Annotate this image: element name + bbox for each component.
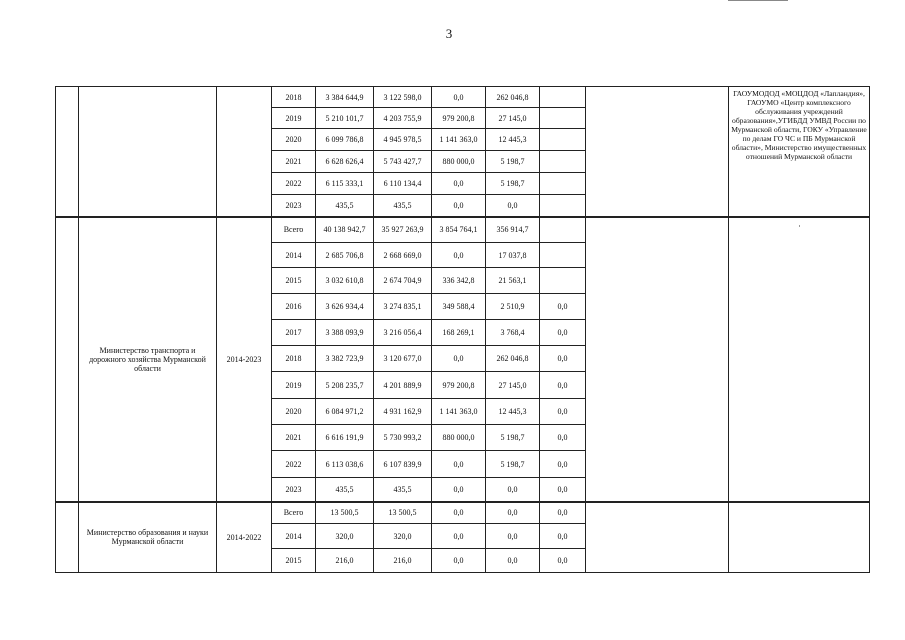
- total-cell: 6 099 786,8: [316, 129, 374, 151]
- extra-budget-cell: 0,0: [540, 320, 586, 346]
- total-cell: 3 382 723,9: [316, 346, 374, 372]
- indicator-cell: [586, 217, 729, 502]
- regional-budget-cell: 5 730 993,2: [374, 425, 432, 451]
- budget-table: [55, 86, 870, 573]
- year-cell: Всего: [272, 217, 316, 243]
- regional-budget-cell: 4 201 889,9: [374, 372, 432, 399]
- page-number: 3: [445, 26, 453, 41]
- extra-budget-cell: [540, 129, 586, 151]
- organization-cell: Министерство транспорта и дорожного хозяйства Мурманской области: [79, 217, 217, 502]
- organization-cell: Министерство образования и науки Мурманской области: [79, 502, 217, 573]
- local-budget-cell: 5 198,7: [486, 151, 540, 173]
- table-row: [56, 217, 870, 243]
- regional-budget-cell: 320,0: [374, 524, 432, 549]
- indicator-cell: [586, 502, 729, 573]
- federal-budget-cell: 880 000,0: [432, 151, 486, 173]
- federal-budget-cell: 168 269,1: [432, 320, 486, 346]
- index-cell: [56, 217, 79, 502]
- extra-budget-cell: 0,0: [540, 549, 586, 573]
- federal-budget-cell: 349 588,4: [432, 294, 486, 320]
- regional-budget-cell: 4 203 755,9: [374, 108, 432, 129]
- federal-budget-cell: 1 141 363,0: [432, 399, 486, 425]
- federal-budget-cell: 1 141 363,0: [432, 129, 486, 151]
- regional-budget-cell: 3 122 598,0: [374, 87, 432, 108]
- year-cell: 2019: [272, 372, 316, 399]
- extra-budget-cell: [540, 173, 586, 195]
- year-cell: 2023: [272, 478, 316, 502]
- total-cell: 3 032 610,8: [316, 268, 374, 294]
- local-budget-cell: 12 445,3: [486, 129, 540, 151]
- federal-budget-cell: 0,0: [432, 502, 486, 524]
- extra-budget-cell: 0,0: [540, 346, 586, 372]
- federal-budget-cell: 336 342,8: [432, 268, 486, 294]
- total-cell: 320,0: [316, 524, 374, 549]
- regional-budget-cell: 5 743 427,7: [374, 151, 432, 173]
- extra-budget-cell: 0,0: [540, 425, 586, 451]
- extra-budget-cell: 0,0: [540, 399, 586, 425]
- total-cell: 40 138 942,7: [316, 217, 374, 243]
- regional-budget-cell: 6 110 134,4: [374, 173, 432, 195]
- total-cell: 6 113 038,6: [316, 451, 374, 478]
- extra-budget-cell: [540, 243, 586, 268]
- year-cell: 2014: [272, 524, 316, 549]
- indicator-cell: [586, 87, 729, 217]
- organization-cell: [79, 87, 217, 217]
- local-budget-cell: 262 046,8: [486, 87, 540, 108]
- extra-budget-cell: 0,0: [540, 451, 586, 478]
- index-cell: [56, 502, 79, 573]
- local-budget-cell: 0,0: [486, 549, 540, 573]
- total-cell: 2 685 706,8: [316, 243, 374, 268]
- federal-budget-cell: 0,0: [432, 243, 486, 268]
- local-budget-cell: 21 563,1: [486, 268, 540, 294]
- extra-budget-cell: 0,0: [540, 502, 586, 524]
- table-row: [56, 502, 870, 524]
- table-row: [56, 87, 870, 108]
- local-budget-cell: 5 198,7: [486, 173, 540, 195]
- year-cell: 2014: [272, 243, 316, 268]
- total-cell: 6 084 971,2: [316, 399, 374, 425]
- executors-cell: [729, 217, 870, 502]
- regional-budget-cell: 13 500,5: [374, 502, 432, 524]
- federal-budget-cell: 3 854 764,1: [432, 217, 486, 243]
- year-cell: 2023: [272, 195, 316, 217]
- regional-budget-cell: 2 668 669,0: [374, 243, 432, 268]
- total-cell: 6 115 333,1: [316, 173, 374, 195]
- total-cell: 3 626 934,4: [316, 294, 374, 320]
- federal-budget-cell: 0,0: [432, 478, 486, 502]
- local-budget-cell: 12 445,3: [486, 399, 540, 425]
- period-cell: 2014-2023: [217, 217, 272, 502]
- local-budget-cell: 5 198,7: [486, 425, 540, 451]
- year-cell: 2020: [272, 129, 316, 151]
- regional-budget-cell: 3 274 835,1: [374, 294, 432, 320]
- local-budget-cell: 356 914,7: [486, 217, 540, 243]
- period-cell: [217, 87, 272, 217]
- federal-budget-cell: 0,0: [432, 549, 486, 573]
- year-cell: 2020: [272, 399, 316, 425]
- year-cell: 2021: [272, 151, 316, 173]
- extra-budget-cell: [540, 108, 586, 129]
- period-cell: 2014-2022: [217, 502, 272, 573]
- extra-budget-cell: [540, 195, 586, 217]
- local-budget-cell: 2 510,9: [486, 294, 540, 320]
- federal-budget-cell: 0,0: [432, 87, 486, 108]
- local-budget-cell: 0,0: [486, 502, 540, 524]
- executors-cell: [729, 502, 870, 573]
- year-cell: Всего: [272, 502, 316, 524]
- total-cell: 5 210 101,7: [316, 108, 374, 129]
- federal-budget-cell: 979 200,8: [432, 372, 486, 399]
- year-cell: 2018: [272, 87, 316, 108]
- extra-budget-cell: [540, 268, 586, 294]
- regional-budget-cell: 35 927 263,9: [374, 217, 432, 243]
- local-budget-cell: 0,0: [486, 478, 540, 502]
- regional-budget-cell: 435,5: [374, 195, 432, 217]
- regional-budget-cell: 4 945 978,5: [374, 129, 432, 151]
- year-cell: 2018: [272, 346, 316, 372]
- regional-budget-cell: 435,5: [374, 478, 432, 502]
- total-cell: 13 500,5: [316, 502, 374, 524]
- local-budget-cell: 0,0: [486, 524, 540, 549]
- federal-budget-cell: 0,0: [432, 524, 486, 549]
- executors-cell: ГАОУМОДОД «МОЦДОД «Лапландия», ГАОУМО «Центр комплексного обслуживания учреждений образования»,УГИБДД УМВД России по Мурманской области, ГОКУ «Управление по делам ГО ЧС и ПБ Мурманской области», Министерство имущественных отношений Мурманской области: [729, 87, 870, 217]
- extra-budget-cell: 0,0: [540, 294, 586, 320]
- total-cell: 435,5: [316, 478, 374, 502]
- year-cell: 2016: [272, 294, 316, 320]
- local-budget-cell: 27 145,0: [486, 372, 540, 399]
- regional-budget-cell: 216,0: [374, 549, 432, 573]
- regional-budget-cell: 3 120 677,0: [374, 346, 432, 372]
- extra-budget-cell: [540, 151, 586, 173]
- year-cell: 2017: [272, 320, 316, 346]
- local-budget-cell: 0,0: [486, 195, 540, 217]
- year-cell: 2019: [272, 108, 316, 129]
- year-cell: 2015: [272, 268, 316, 294]
- index-cell: [56, 87, 79, 217]
- federal-budget-cell: 0,0: [432, 173, 486, 195]
- scan-artifact-line: [728, 0, 788, 1]
- scan-dot-mark: [799, 225, 800, 227]
- local-budget-cell: 27 145,0: [486, 108, 540, 129]
- federal-budget-cell: 880 000,0: [432, 425, 486, 451]
- year-cell: 2022: [272, 451, 316, 478]
- regional-budget-cell: 6 107 839,9: [374, 451, 432, 478]
- regional-budget-cell: 3 216 056,4: [374, 320, 432, 346]
- total-cell: 5 208 235,7: [316, 372, 374, 399]
- extra-budget-cell: [540, 87, 586, 108]
- total-cell: 435,5: [316, 195, 374, 217]
- local-budget-cell: 5 198,7: [486, 451, 540, 478]
- federal-budget-cell: 0,0: [432, 451, 486, 478]
- total-cell: 3 384 644,9: [316, 87, 374, 108]
- regional-budget-cell: 2 674 704,9: [374, 268, 432, 294]
- total-cell: 216,0: [316, 549, 374, 573]
- local-budget-cell: 262 046,8: [486, 346, 540, 372]
- federal-budget-cell: 0,0: [432, 346, 486, 372]
- extra-budget-cell: 0,0: [540, 372, 586, 399]
- total-cell: 6 628 626,4: [316, 151, 374, 173]
- regional-budget-cell: 4 931 162,9: [374, 399, 432, 425]
- year-cell: 2022: [272, 173, 316, 195]
- federal-budget-cell: 0,0: [432, 195, 486, 217]
- year-cell: 2015: [272, 549, 316, 573]
- federal-budget-cell: 979 200,8: [432, 108, 486, 129]
- total-cell: 6 616 191,9: [316, 425, 374, 451]
- extra-budget-cell: [540, 217, 586, 243]
- year-cell: 2021: [272, 425, 316, 451]
- local-budget-cell: 17 037,8: [486, 243, 540, 268]
- extra-budget-cell: 0,0: [540, 524, 586, 549]
- local-budget-cell: 3 768,4: [486, 320, 540, 346]
- extra-budget-cell: 0,0: [540, 478, 586, 502]
- total-cell: 3 388 093,9: [316, 320, 374, 346]
